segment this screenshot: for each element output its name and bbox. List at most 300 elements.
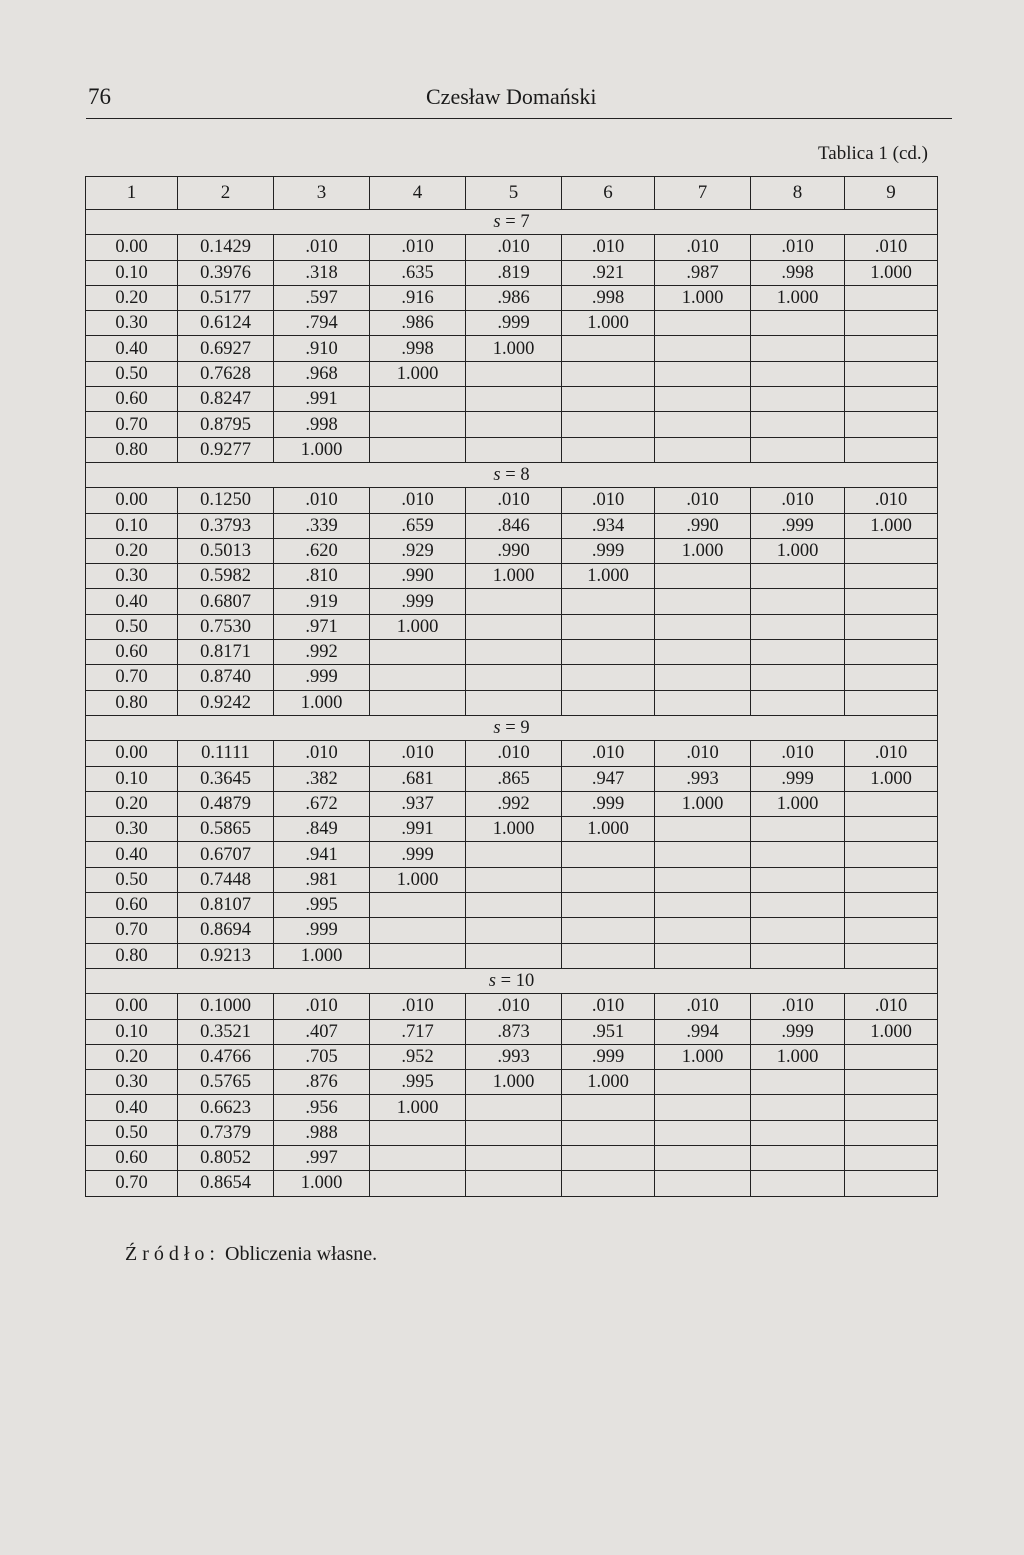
table-cell <box>845 690 938 715</box>
table-row <box>86 285 938 310</box>
table-cell: 0.00 <box>86 741 178 766</box>
table-cell: 0.60 <box>86 640 178 665</box>
table-cell: 1.000 <box>562 311 655 336</box>
table-cell: 1.000 <box>274 1171 370 1196</box>
table-cell <box>370 1145 466 1170</box>
table-row <box>86 1070 938 1095</box>
table-cell <box>845 589 938 614</box>
table-cell: 1.000 <box>370 361 466 386</box>
table-cell <box>845 665 938 690</box>
table-cell: .620 <box>274 538 370 563</box>
table-row <box>86 412 938 437</box>
table-cell: 0.00 <box>86 235 178 260</box>
table-cell: 0.8694 <box>178 918 274 943</box>
table-cell: 0.40 <box>86 589 178 614</box>
table-cell: .010 <box>466 741 562 766</box>
table-cell <box>562 1145 655 1170</box>
table-cell <box>751 412 845 437</box>
table-cell: 0.8247 <box>178 387 274 412</box>
table-cell: 0.6623 <box>178 1095 274 1120</box>
column-header-row <box>86 177 938 210</box>
table-cell: 0.7530 <box>178 614 274 639</box>
table-body <box>86 210 938 1197</box>
table-cell: .999 <box>370 589 466 614</box>
table-cell: 0.5177 <box>178 285 274 310</box>
table-cell <box>751 842 845 867</box>
table-row <box>86 564 938 589</box>
table-cell <box>655 893 751 918</box>
table-cell: .995 <box>370 1070 466 1095</box>
table-cell <box>562 1171 655 1196</box>
table-row <box>86 488 938 513</box>
column-header: 4 <box>370 177 466 210</box>
table-row <box>86 513 938 538</box>
table-cell <box>562 614 655 639</box>
section-variable: s <box>493 718 501 739</box>
table-cell <box>845 361 938 386</box>
table-cell <box>466 361 562 386</box>
table-cell <box>751 589 845 614</box>
table-cell: 0.8052 <box>178 1145 274 1170</box>
table-cell <box>466 1171 562 1196</box>
table-cell <box>751 918 845 943</box>
table-row <box>86 614 938 639</box>
table-cell <box>751 943 845 968</box>
table-row <box>86 867 938 892</box>
table-cell: 0.40 <box>86 842 178 867</box>
table-cell: .794 <box>274 311 370 336</box>
table-row <box>86 1145 938 1170</box>
table-cell: 0.5982 <box>178 564 274 589</box>
table-cell <box>466 589 562 614</box>
table-cell <box>845 791 938 816</box>
table-cell: .010 <box>655 994 751 1019</box>
table-cell: .968 <box>274 361 370 386</box>
table-cell <box>370 640 466 665</box>
table-cell: 1.000 <box>466 336 562 361</box>
table-cell: 0.50 <box>86 867 178 892</box>
table-cell: 0.10 <box>86 513 178 538</box>
table-cell <box>845 842 938 867</box>
table-cell <box>562 918 655 943</box>
table-cell <box>655 1095 751 1120</box>
table-cell <box>845 1044 938 1069</box>
table-row <box>86 791 938 816</box>
table-cell <box>751 1171 845 1196</box>
table-cell: .999 <box>274 665 370 690</box>
table-cell: 0.20 <box>86 538 178 563</box>
table-cell: 0.70 <box>86 918 178 943</box>
table-cell: .681 <box>370 766 466 791</box>
table-cell <box>562 690 655 715</box>
table-cell: .990 <box>370 564 466 589</box>
table-cell <box>751 564 845 589</box>
table-cell: .010 <box>655 488 751 513</box>
table-cell <box>562 589 655 614</box>
table-row <box>86 1019 938 1044</box>
table-cell <box>845 893 938 918</box>
table-cell <box>466 943 562 968</box>
table-cell: 0.4879 <box>178 791 274 816</box>
table-cell <box>370 893 466 918</box>
table-cell: 1.000 <box>274 690 370 715</box>
table-cell: .999 <box>751 766 845 791</box>
table-cell: 0.50 <box>86 361 178 386</box>
table-cell <box>655 387 751 412</box>
table-cell: 0.00 <box>86 994 178 1019</box>
table-cell <box>370 412 466 437</box>
table-cell <box>845 1120 938 1145</box>
table-cell <box>562 412 655 437</box>
data-table <box>85 176 938 1197</box>
table-cell: .999 <box>751 1019 845 1044</box>
table-cell: 0.30 <box>86 564 178 589</box>
table-cell: .999 <box>370 842 466 867</box>
table-cell: .986 <box>370 311 466 336</box>
table-cell: .010 <box>370 994 466 1019</box>
table-cell: 1.000 <box>370 867 466 892</box>
table-cell: .934 <box>562 513 655 538</box>
table-cell <box>562 867 655 892</box>
table-row <box>86 589 938 614</box>
table-cell: .010 <box>751 994 845 1019</box>
table-cell <box>655 842 751 867</box>
table-cell <box>655 918 751 943</box>
table-cell: .010 <box>562 994 655 1019</box>
table-cell <box>655 1070 751 1095</box>
table-cell <box>751 614 845 639</box>
table-cell <box>466 387 562 412</box>
table-cell: 0.3645 <box>178 766 274 791</box>
table-cell: 1.000 <box>655 791 751 816</box>
table-cell <box>845 564 938 589</box>
table-cell: .999 <box>751 513 845 538</box>
table-cell: .937 <box>370 791 466 816</box>
table-cell <box>655 1120 751 1145</box>
table-cell: .990 <box>466 538 562 563</box>
table-cell: .865 <box>466 766 562 791</box>
table-cell <box>466 918 562 943</box>
table-cell <box>751 1120 845 1145</box>
table-cell <box>466 640 562 665</box>
section-equals: = <box>500 212 521 233</box>
table-cell: 1.000 <box>655 538 751 563</box>
table-cell: .919 <box>274 589 370 614</box>
table-cell: 0.8654 <box>178 1171 274 1196</box>
table-cell: 0.40 <box>86 336 178 361</box>
table-cell <box>751 817 845 842</box>
table-cell <box>655 1171 751 1196</box>
table-cell: .010 <box>466 994 562 1019</box>
section-equals: = <box>500 465 521 486</box>
table-cell: 1.000 <box>562 564 655 589</box>
table-row <box>86 690 938 715</box>
table-cell <box>655 564 751 589</box>
section-label <box>86 210 938 235</box>
table-cell <box>370 918 466 943</box>
table-cell <box>751 387 845 412</box>
table-row <box>86 918 938 943</box>
table-cell: .986 <box>466 285 562 310</box>
table-cell: .991 <box>274 387 370 412</box>
section-header-row <box>86 210 938 235</box>
table-cell <box>562 336 655 361</box>
table-cell <box>562 1120 655 1145</box>
table-cell: .873 <box>466 1019 562 1044</box>
table-cell: 0.9242 <box>178 690 274 715</box>
table-cell: .010 <box>370 488 466 513</box>
table-cell <box>562 943 655 968</box>
table-cell: 0.60 <box>86 1145 178 1170</box>
table-row <box>86 1095 938 1120</box>
table-cell: .991 <box>370 817 466 842</box>
table-cell <box>370 437 466 462</box>
table-cell: .407 <box>274 1019 370 1044</box>
table-row <box>86 336 938 361</box>
table-row <box>86 893 938 918</box>
table-cell: 0.30 <box>86 311 178 336</box>
table-cell: 0.6807 <box>178 589 274 614</box>
table-cell: .010 <box>466 235 562 260</box>
table-cell <box>751 336 845 361</box>
table-cell: .951 <box>562 1019 655 1044</box>
table-cell: .810 <box>274 564 370 589</box>
section-value: 10 <box>515 971 535 992</box>
table-cell: 0.8171 <box>178 640 274 665</box>
table-cell <box>751 665 845 690</box>
table-cell <box>370 665 466 690</box>
table-cell <box>751 361 845 386</box>
table-cell: 0.80 <box>86 437 178 462</box>
table-cell: 0.50 <box>86 614 178 639</box>
table-cell: 0.5765 <box>178 1070 274 1095</box>
table-cell: 0.6927 <box>178 336 274 361</box>
table-cell <box>655 817 751 842</box>
source-note <box>125 1243 377 1266</box>
table-cell: 0.1111 <box>178 741 274 766</box>
table-cell: 1.000 <box>751 538 845 563</box>
table-cell: .318 <box>274 260 370 285</box>
table-row <box>86 994 938 1019</box>
table-cell: 0.10 <box>86 1019 178 1044</box>
table-cell: .988 <box>274 1120 370 1145</box>
table-cell <box>466 412 562 437</box>
table-cell: .382 <box>274 766 370 791</box>
table-cell: .998 <box>274 412 370 437</box>
table-cell <box>751 867 845 892</box>
table-cell <box>845 817 938 842</box>
table-row <box>86 842 938 867</box>
table-cell: 0.60 <box>86 387 178 412</box>
table-cell: .999 <box>562 791 655 816</box>
table-cell: .846 <box>466 513 562 538</box>
table-cell: .010 <box>845 235 938 260</box>
table-cell <box>655 665 751 690</box>
table-cell <box>845 867 938 892</box>
table-cell: 0.4766 <box>178 1044 274 1069</box>
table-cell: .994 <box>655 1019 751 1044</box>
table-cell: 1.000 <box>655 1044 751 1069</box>
table-cell <box>655 943 751 968</box>
section-variable: s <box>488 971 496 992</box>
table-cell: .990 <box>655 513 751 538</box>
table-cell <box>845 387 938 412</box>
running-head: Czesław Domański <box>426 84 597 109</box>
table-cell: .010 <box>562 488 655 513</box>
table-cell: 0.9277 <box>178 437 274 462</box>
table-cell: 0.30 <box>86 1070 178 1095</box>
table-row <box>86 741 938 766</box>
table-cell <box>751 1095 845 1120</box>
table-cell: .849 <box>274 817 370 842</box>
table-cell: 1.000 <box>466 817 562 842</box>
table-cell: 1.000 <box>751 285 845 310</box>
table-cell <box>562 1095 655 1120</box>
table-cell: .987 <box>655 260 751 285</box>
section-value: 8 <box>520 465 530 486</box>
table-cell: 0.20 <box>86 285 178 310</box>
table-row <box>86 665 938 690</box>
table-cell <box>655 690 751 715</box>
table-cell <box>845 538 938 563</box>
table-cell: .010 <box>274 488 370 513</box>
column-header: 2 <box>178 177 274 210</box>
table-cell <box>655 614 751 639</box>
table-cell: 0.6707 <box>178 842 274 867</box>
table-cell: .339 <box>274 513 370 538</box>
table-cell: 0.70 <box>86 665 178 690</box>
table-cell: 0.20 <box>86 791 178 816</box>
table-cell <box>655 361 751 386</box>
table-caption: Tablica 1 (cd.) <box>818 143 928 164</box>
table-cell <box>655 1145 751 1170</box>
source-text: Obliczenia własne. <box>220 1243 378 1265</box>
section-value: 7 <box>520 212 530 233</box>
table-cell: 0.1429 <box>178 235 274 260</box>
table-row <box>86 260 938 285</box>
table-cell: .010 <box>466 488 562 513</box>
table-cell: .010 <box>751 235 845 260</box>
table-cell: 1.000 <box>466 1070 562 1095</box>
section-equals: = <box>496 971 516 992</box>
table-cell: .992 <box>274 640 370 665</box>
table-cell: .010 <box>845 488 938 513</box>
table-cell <box>562 640 655 665</box>
table-cell: 0.10 <box>86 260 178 285</box>
table-cell <box>845 437 938 462</box>
table-cell <box>562 361 655 386</box>
table-cell <box>751 311 845 336</box>
table-cell <box>655 589 751 614</box>
source-label: Źródło: <box>125 1243 220 1265</box>
table-cell <box>466 1120 562 1145</box>
table-cell: 0.5013 <box>178 538 274 563</box>
table-cell <box>845 943 938 968</box>
table-cell <box>845 336 938 361</box>
table-cell: 0.20 <box>86 1044 178 1069</box>
table-cell: 1.000 <box>845 1019 938 1044</box>
table-cell <box>370 1120 466 1145</box>
table-cell <box>562 387 655 412</box>
table-cell: 1.000 <box>751 1044 845 1069</box>
table-cell: .010 <box>562 235 655 260</box>
table-row <box>86 1044 938 1069</box>
table-cell: 1.000 <box>751 791 845 816</box>
table-cell: 0.3976 <box>178 260 274 285</box>
table-cell <box>655 640 751 665</box>
table-cell <box>845 412 938 437</box>
table-row <box>86 766 938 791</box>
table-cell: .819 <box>466 260 562 285</box>
table-cell <box>845 311 938 336</box>
table-cell: .971 <box>274 614 370 639</box>
column-header: 5 <box>466 177 562 210</box>
table-cell: .010 <box>751 488 845 513</box>
table-cell <box>370 1171 466 1196</box>
table-cell: 0.60 <box>86 893 178 918</box>
table-cell: .010 <box>370 741 466 766</box>
table-cell: .998 <box>370 336 466 361</box>
table-cell: .929 <box>370 538 466 563</box>
page-header <box>86 84 952 119</box>
table-row <box>86 1171 938 1196</box>
section-value: 9 <box>520 718 530 739</box>
table-row <box>86 538 938 563</box>
table-cell <box>466 665 562 690</box>
table-cell <box>655 867 751 892</box>
table-cell <box>751 893 845 918</box>
table-cell: 1.000 <box>845 766 938 791</box>
table-cell: 0.1000 <box>178 994 274 1019</box>
table-cell: 0.00 <box>86 488 178 513</box>
table-cell: .993 <box>466 1044 562 1069</box>
table-cell <box>655 311 751 336</box>
table-cell: .992 <box>466 791 562 816</box>
table-cell: .010 <box>655 235 751 260</box>
table-cell: .947 <box>562 766 655 791</box>
table-cell: 0.40 <box>86 1095 178 1120</box>
table-cell: 0.7379 <box>178 1120 274 1145</box>
table-cell <box>562 842 655 867</box>
table-cell: 1.000 <box>370 1095 466 1120</box>
section-header-row <box>86 968 938 993</box>
table-cell: 1.000 <box>466 564 562 589</box>
column-header: 8 <box>751 177 845 210</box>
table-cell: .010 <box>274 741 370 766</box>
section-label <box>86 968 938 993</box>
table-cell: 0.1250 <box>178 488 274 513</box>
section-header-row <box>86 715 938 740</box>
table-cell: .999 <box>274 918 370 943</box>
table-cell: 1.000 <box>370 614 466 639</box>
table-cell: 1.000 <box>562 1070 655 1095</box>
table-cell <box>466 893 562 918</box>
table-row <box>86 437 938 462</box>
table-row <box>86 1120 938 1145</box>
table-cell <box>655 412 751 437</box>
table-cell: 0.80 <box>86 943 178 968</box>
table-cell <box>370 387 466 412</box>
table-cell <box>655 437 751 462</box>
table-cell: .998 <box>751 260 845 285</box>
section-variable: s <box>493 212 501 233</box>
table-cell: .876 <box>274 1070 370 1095</box>
table-cell: 0.5865 <box>178 817 274 842</box>
page-number: 76 <box>88 84 111 109</box>
table-cell <box>466 867 562 892</box>
table-cell <box>751 690 845 715</box>
table-cell: 0.30 <box>86 817 178 842</box>
